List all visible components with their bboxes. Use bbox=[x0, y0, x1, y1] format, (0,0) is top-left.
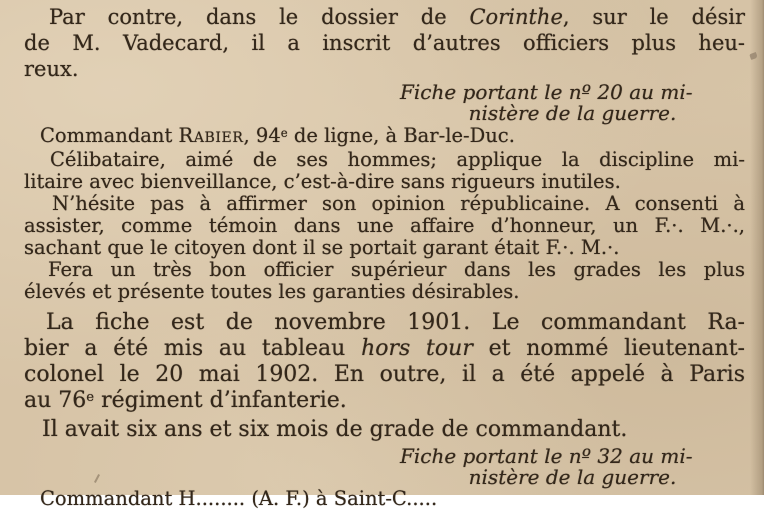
next-entry-clipped bbox=[24, 488, 745, 510]
text-line bbox=[24, 336, 745, 362]
text-line-clipped: Commandant H........ (A. F.) à Saint-C..... bbox=[40, 487, 438, 510]
text-line bbox=[24, 388, 745, 417]
text-line: La fiche est de novembre 1901. Le commandant Ra- bbox=[46, 310, 745, 335]
text-segment: bier a été mis au tableau bbox=[24, 336, 362, 361]
text-line: Célibataire, aimé de ses hommes; applique la discipline mi- bbox=[50, 148, 745, 171]
text-segment: régiment d’infanterie. bbox=[94, 388, 347, 413]
caption-line: nistère de la guerre. bbox=[468, 465, 677, 489]
text-line bbox=[24, 125, 745, 149]
text-line: reux. bbox=[24, 57, 79, 81]
fiche-20-caption bbox=[400, 82, 745, 124]
text-segment: , sur le désir bbox=[562, 5, 745, 29]
text-line bbox=[24, 4, 745, 30]
text-segment: Commandant bbox=[40, 124, 179, 147]
caption-line: nistère de la guerre. bbox=[468, 101, 677, 125]
text-line: N’hésite pas à affirmer son opinion républicaine. A consenti à bbox=[52, 192, 745, 215]
text-line: colonel le 20 mai 1902. En outre, il a été appelé à Paris bbox=[24, 362, 745, 387]
fiche-32-caption bbox=[400, 446, 745, 488]
caption-line: Fiche portant le nº 32 au mi- bbox=[400, 444, 693, 468]
text-segment: de ligne, à Bar-le-Duc. bbox=[287, 124, 515, 147]
dossier-name-italic: Corinthe bbox=[469, 5, 563, 29]
fiche-20-text bbox=[24, 125, 745, 303]
ordinal-superscript: e bbox=[86, 390, 95, 406]
caption-line: Fiche portant le nº 20 au mi- bbox=[400, 80, 693, 104]
intro-paragraph bbox=[24, 4, 745, 82]
text-segment: , 94 bbox=[243, 124, 281, 147]
text-segment: et nommé lieutenant- bbox=[472, 336, 745, 361]
text-line: Fera un très bon officier supérieur dans les grades les plus bbox=[48, 258, 745, 281]
hors-tour-italic: hors tour bbox=[361, 336, 473, 361]
text-line: de M. Vadecard, il a inscrit d’autres officiers plus heu- bbox=[24, 31, 745, 55]
text-segment: Par contre, dans le dossier de bbox=[49, 5, 470, 29]
text-line: élevés et présente toutes les garanties désirables. bbox=[24, 280, 520, 303]
text-line: assister, comme témoin dans une affaire d’honneur, un F.·. M.·., bbox=[24, 214, 745, 237]
text-segment: au 76 bbox=[24, 388, 87, 413]
officer-name-smallcaps: Rabier bbox=[178, 124, 244, 147]
text-line: sachant que le citoyen dont il se portait garant était F.·. M.·. bbox=[24, 236, 620, 259]
text-line: litaire avec bienveillance, c’est-à-dire sans rigueurs inutiles. bbox=[24, 170, 621, 193]
commentary-paragraph bbox=[24, 310, 745, 443]
text-line: Il avait six ans et six mois de grade de commandant. bbox=[42, 417, 628, 442]
ordinal-superscript: e bbox=[280, 126, 288, 141]
